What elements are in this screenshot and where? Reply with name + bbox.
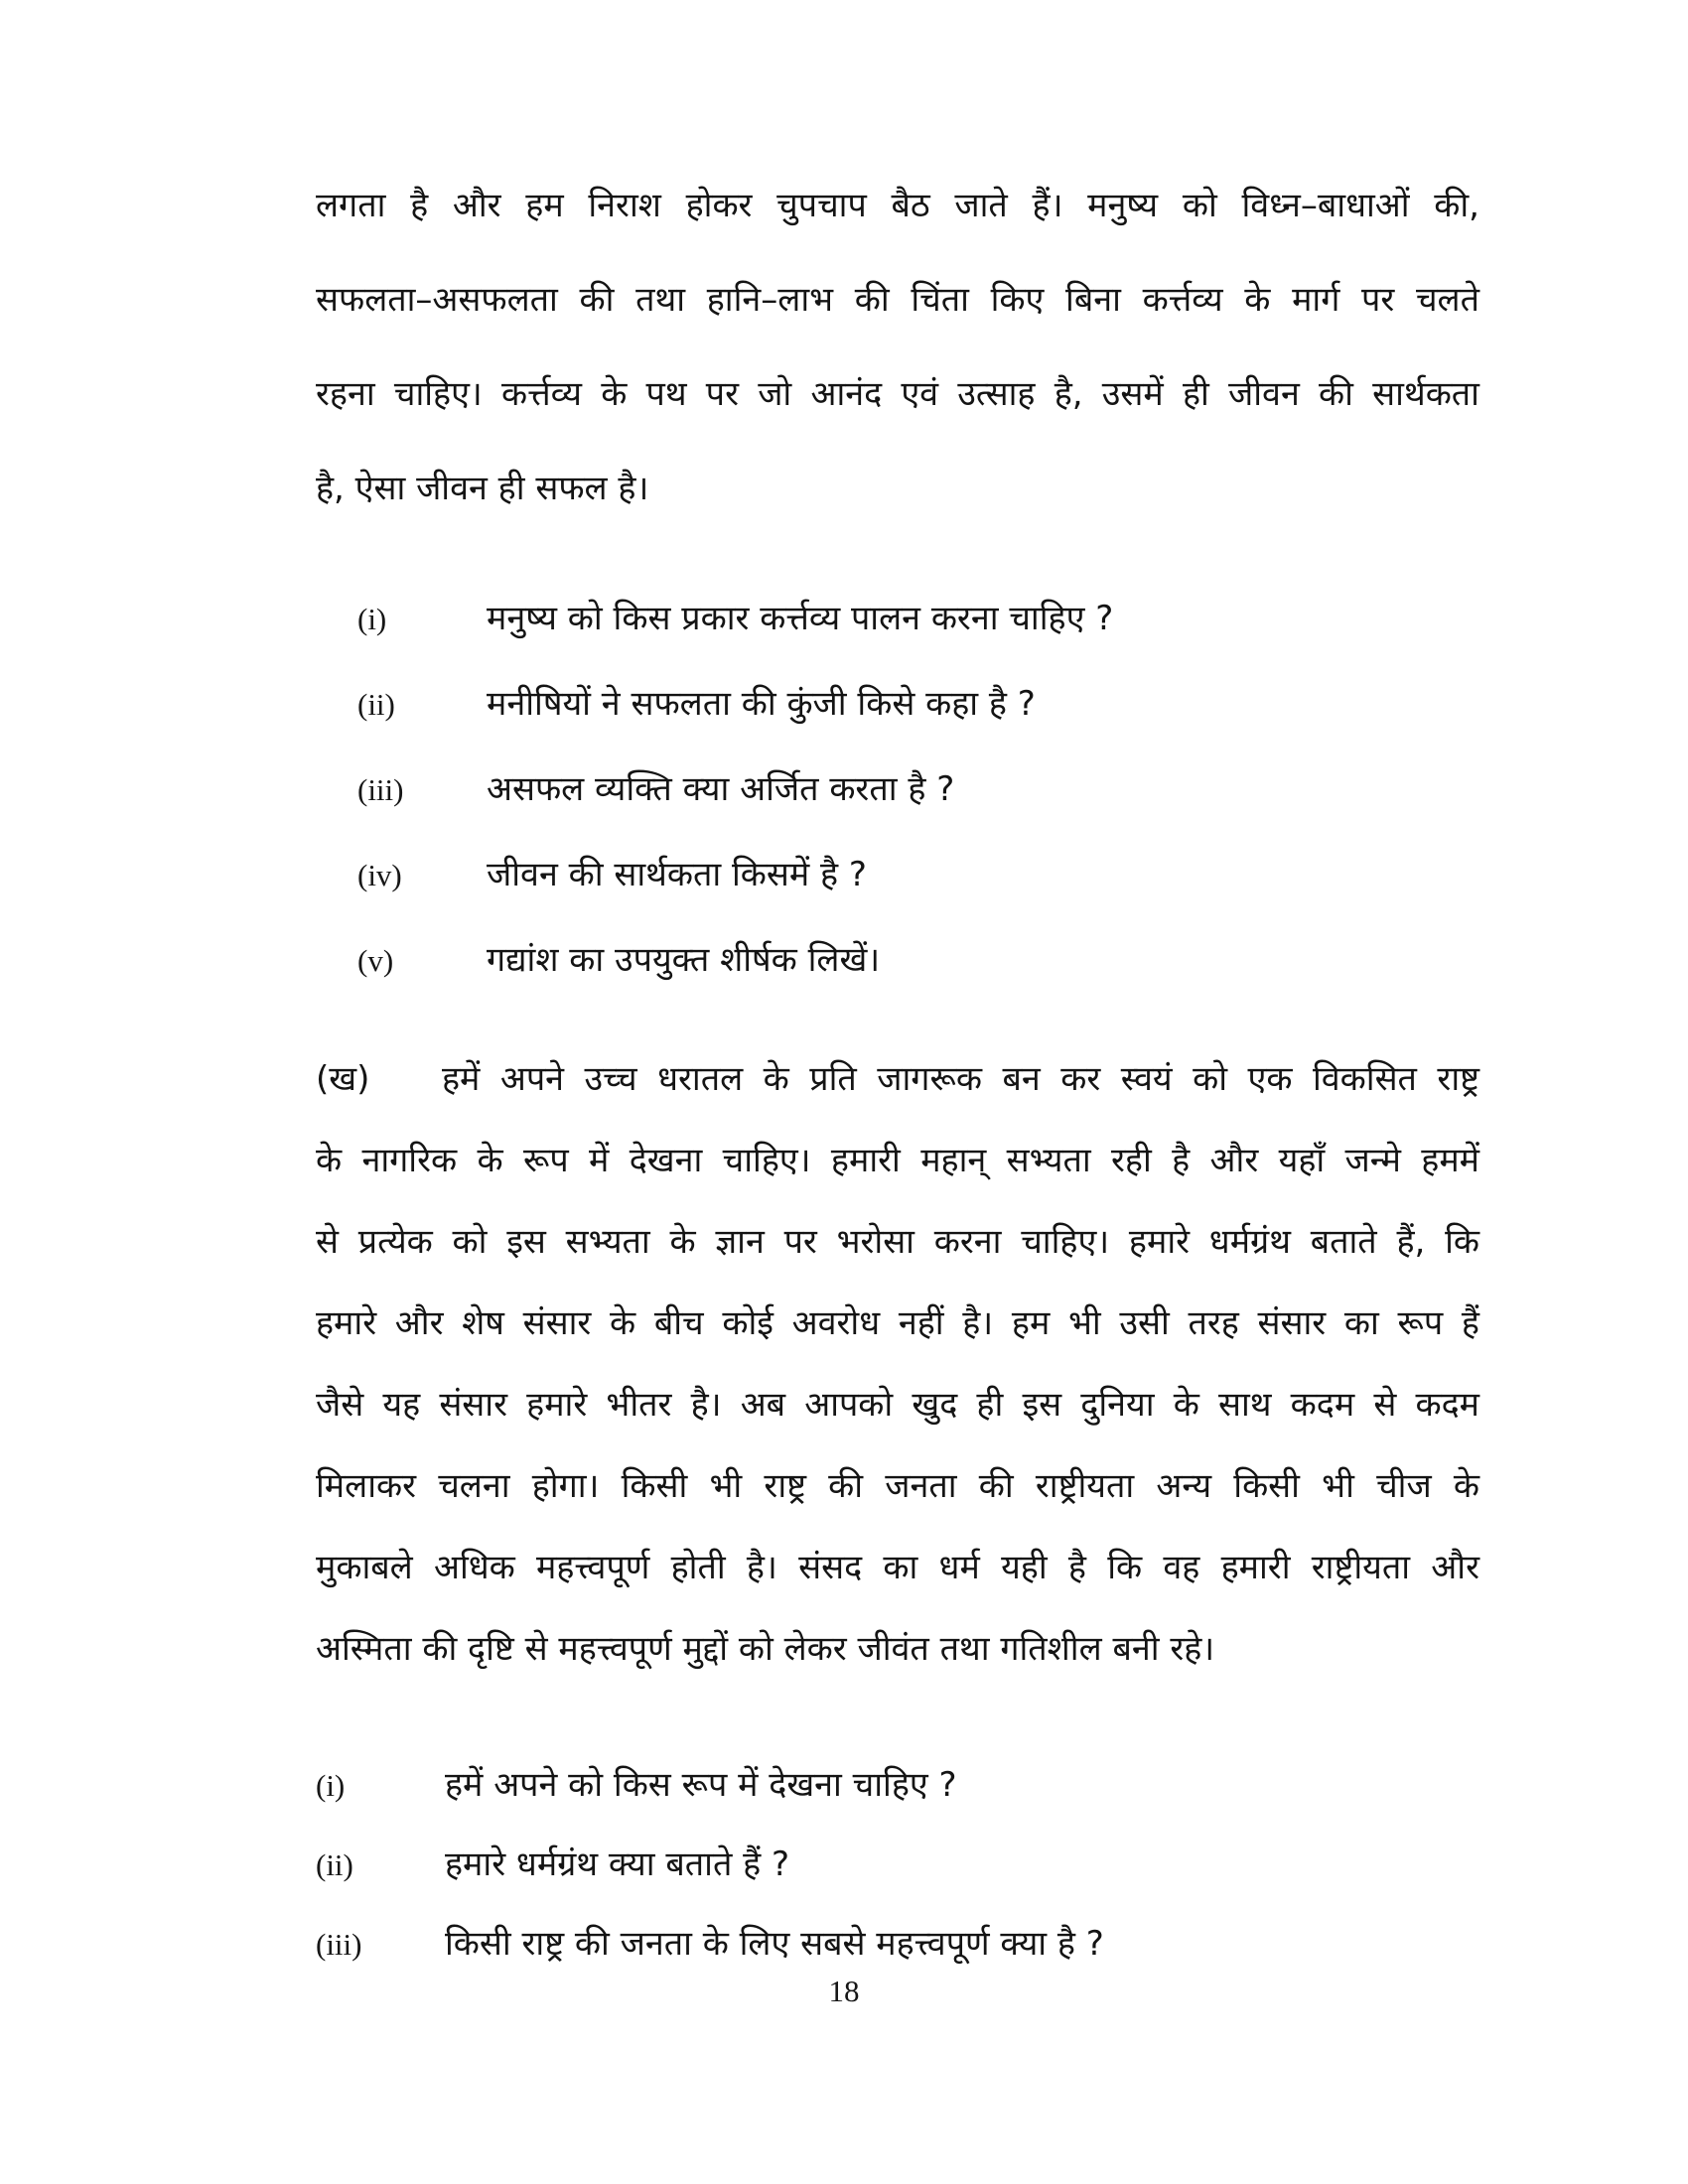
question-label: (ii) — [357, 687, 395, 722]
passage-a-line: है, ऐसा जीवन ही सफल है। — [316, 469, 649, 508]
questions-a — [316, 576, 1479, 1003]
passage-b-line: के नागरिक के रूप में देखना चाहिए। हमारी महान् सभ्यता रही है और यहाँ जन्मे हममें — [316, 1141, 1479, 1180]
passage-b-line: मिलाकर चलना होगा। किसी भी राष्ट्र की जनता की राष्ट्रीयता अन्य किसी भी चीज के — [316, 1466, 1479, 1506]
question-label: (ii) — [316, 1847, 353, 1882]
passage-b-line: हमारे और शेष संसार के बीच कोई अवरोध नहीं है। हम भी उसी तरह संसार का रूप हैं — [316, 1303, 1479, 1343]
question-label: (i) — [357, 602, 387, 636]
passage-a-line: रहना चाहिए। कर्त्तव्य के पथ पर जो आनंद एवं उत्साह है, उसमें ही जीवन की सार्थकता — [316, 374, 1479, 414]
question-a-iii — [316, 747, 1479, 832]
question-text: हमारे धर्मग्रंथ क्या बताते हैं ? — [445, 1844, 790, 1884]
question-b-i — [316, 1745, 1479, 1825]
passage-a-line: सफलता–असफलता की तथा हानि–लाभ की चिंता किए बिना कर्त्तव्य के मार्ग पर चलते — [316, 280, 1479, 320]
question-label: (iii) — [357, 772, 404, 807]
question-text: किसी राष्ट्र की जनता के लिए सबसे महत्त्वपूर्ण क्या है ? — [445, 1924, 1104, 1964]
question-b-iii — [316, 1904, 1479, 1983]
passage-a-line: लगता है और हम निराश होकर चुपचाप बैठ जाते हैं। मनुष्य को विध्न–बाधाओं की, — [316, 186, 1479, 225]
question-label: (v) — [357, 943, 394, 978]
question-text: हमें अपने को किस रूप में देखना चाहिए ? — [445, 1765, 957, 1805]
question-text: गद्यांश का उपयुक्त शीर्षक लिखें। — [487, 940, 881, 980]
passage-b-line: जैसे यह संसार हमारे भीतर है। अब आपको खुद ही इस दुनिया के साथ कदम से कदम — [316, 1385, 1479, 1425]
passage-b-line: हमें अपने उच्च धरातल के प्रति जागरूक बन कर स्वयं को एक विकसित राष्ट्र — [442, 1059, 1479, 1099]
question-a-iv — [316, 832, 1479, 917]
question-label: (iii) — [316, 1927, 362, 1962]
page-content — [316, 159, 1479, 1983]
passage-b-label: (ख) — [316, 1059, 370, 1099]
question-text: असफल व्यक्ति क्या अर्जित करता है ? — [487, 769, 955, 809]
question-a-ii — [316, 661, 1479, 747]
question-b-ii — [316, 1825, 1479, 1904]
passage-b-line: अस्मिता की दृष्टि से महत्त्वपूर्ण मुद्दों को लेकर जीवंत तथा गतिशील बनी रहे। — [316, 1629, 1215, 1669]
passage-b — [316, 1038, 1479, 1690]
question-label: (iv) — [357, 858, 402, 892]
page-number: 18 — [828, 1974, 860, 2008]
question-label: (i) — [316, 1768, 346, 1803]
passage-b-line: से प्रत्येक को इस सभ्यता के ज्ञान पर भरोसा करना चाहिए। हमारे धर्मग्रंथ बताते हैं, कि — [316, 1222, 1479, 1262]
passage-a — [316, 159, 1479, 536]
question-a-i — [316, 576, 1479, 661]
questions-b — [316, 1745, 1479, 1983]
passage-b-first-line — [316, 1038, 1479, 1120]
question-text: मनुष्य को किस प्रकार कर्त्तव्य पालन करना चाहिए ? — [487, 599, 1114, 638]
passage-b-line: मुकाबले अधिक महत्त्वपूर्ण होती है। संसद का धर्म यही है कि वह हमारी राष्ट्रीयता और — [316, 1548, 1479, 1587]
question-text: जीवन की सार्थकता किसमें है ? — [487, 855, 867, 894]
question-a-v — [316, 917, 1479, 1003]
question-text: मनीषियों ने सफलता की कुंजी किसे कहा है ? — [487, 684, 1036, 724]
